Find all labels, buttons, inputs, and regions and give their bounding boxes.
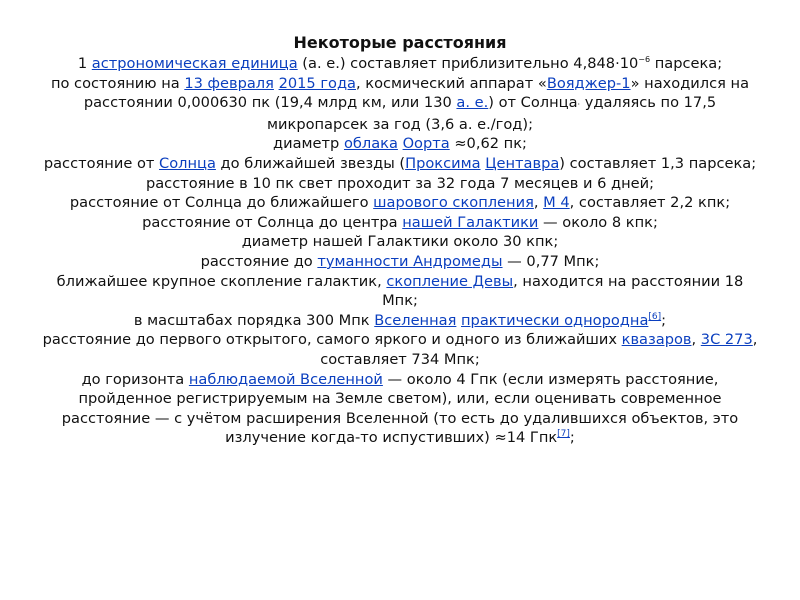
link-observable-universe[interactable]: наблюдаемой Вселенной xyxy=(188,370,383,388)
reference-6-link[interactable]: [6] xyxy=(648,311,662,322)
link-virgo-cluster[interactable]: скопление Девы xyxy=(386,272,514,290)
text: диаметр xyxy=(273,135,344,153)
link-cloud[interactable]: облака xyxy=(343,135,398,153)
list-item-horizon xyxy=(40,370,760,448)
text: , xyxy=(533,194,544,212)
link-astronomical-unit[interactable]: астрономическая единица xyxy=(91,55,298,72)
list-item-voyager xyxy=(40,74,760,135)
text: » находился на расстоянии 0,000630 пк (19,4 млрд км, или 130 xyxy=(83,74,750,112)
list-item-proxima xyxy=(40,154,760,174)
link-andromeda[interactable]: туманности Андромеды xyxy=(317,252,503,270)
link-globular-cluster[interactable]: шарового скопления xyxy=(373,194,534,212)
text: расстояние от Солнца до центра xyxy=(142,213,403,231)
text: в масштабах порядка 300 Мпк xyxy=(133,311,375,329)
link-proxima[interactable]: Проксима xyxy=(405,154,481,172)
text: , космический аппарат « xyxy=(355,74,547,92)
link-universe[interactable]: Вселенная xyxy=(374,311,457,329)
list-item-globular xyxy=(40,193,760,213)
text: до горизонта xyxy=(81,370,189,388)
list-item-galactic-center xyxy=(40,213,760,233)
text: 1 xyxy=(77,55,92,72)
text: расстояние от xyxy=(43,154,160,172)
link-centauri[interactable]: Центавра xyxy=(485,154,560,172)
text: , xyxy=(691,331,701,349)
text: по состоянию на xyxy=(50,74,185,92)
list-item-homogeneity xyxy=(40,311,760,331)
link-quasars[interactable]: квазаров xyxy=(621,331,692,349)
list-item-andromeda xyxy=(40,252,760,272)
text: — около 8 кпк; xyxy=(538,213,658,231)
link-oort[interactable]: Оорта xyxy=(402,135,450,153)
text: (а. е.) составляет приблизительно 4,848·10 xyxy=(297,55,639,72)
text: , находится на расстоянии 18 Мпк; xyxy=(382,272,744,310)
list-item-light-travel: расстояние в 10 пк свет проходит за 32 года 7 месяцев и 6 дней; xyxy=(145,174,655,192)
text: ; xyxy=(661,311,667,329)
text: — 0,77 Мпк; xyxy=(502,252,600,270)
text: , составляет 2,2 кпк; xyxy=(569,194,731,212)
text: парсека; xyxy=(650,55,723,72)
list-item-quasar xyxy=(40,330,760,369)
link-our-galaxy[interactable]: нашей Галактики xyxy=(402,213,539,231)
list-item-galaxy-diameter: диаметр нашей Галактики около 30 кпк; xyxy=(241,233,559,251)
text: · xyxy=(577,100,581,110)
text: ближайшее крупное скопление галактик, xyxy=(56,272,387,290)
link-sun[interactable]: Солнца xyxy=(159,154,216,172)
text: удаляясь по 17,5 микропарсек за год (3,6 а. е./год); xyxy=(267,94,717,133)
reference-7-link[interactable]: [7] xyxy=(557,429,570,440)
text: ≈0,62 пк; xyxy=(449,135,527,153)
link-voyager-1[interactable]: Вояджер-1 xyxy=(546,74,631,92)
link-au[interactable]: а. е. xyxy=(456,94,489,112)
text: расстояние от Солнца до ближайшего xyxy=(69,194,374,212)
slide-title: Некоторые расстояния xyxy=(293,33,507,52)
list-item-au xyxy=(40,54,760,74)
text: ; xyxy=(569,429,575,447)
list-item-oort xyxy=(40,134,760,154)
exponent: −6 xyxy=(638,55,651,65)
text: расстояние до xyxy=(200,252,318,270)
link-2015[interactable]: 2015 года xyxy=(278,74,356,92)
text: , составляет 734 Мпк; xyxy=(320,331,758,368)
text: расстояние до первого открытого, самого яркого и одного из ближайших xyxy=(42,331,622,349)
slide-content xyxy=(40,32,760,448)
text: ) составляет 1,3 парсека; xyxy=(559,154,757,172)
text: — около 4 Гпк (если измерять расстояние, пройденное регистрируемым на Земле светом), или, если оценивать современное расстояние — с учётом расширения Вселенной (то есть до удалившихся объектов, это излучение когда-то испустивших) ≈14 Гпк xyxy=(61,370,739,447)
link-3c273[interactable]: 3C 273 xyxy=(700,331,753,349)
link-feb-13[interactable]: 13 февраля xyxy=(184,74,274,92)
text: до ближайшей звезды ( xyxy=(215,154,406,172)
list-item-virgo xyxy=(40,272,760,311)
link-homogeneous[interactable]: практически однородна xyxy=(461,311,649,329)
text: ) от Солнца xyxy=(488,94,578,112)
link-m4[interactable]: М 4 xyxy=(543,194,570,212)
